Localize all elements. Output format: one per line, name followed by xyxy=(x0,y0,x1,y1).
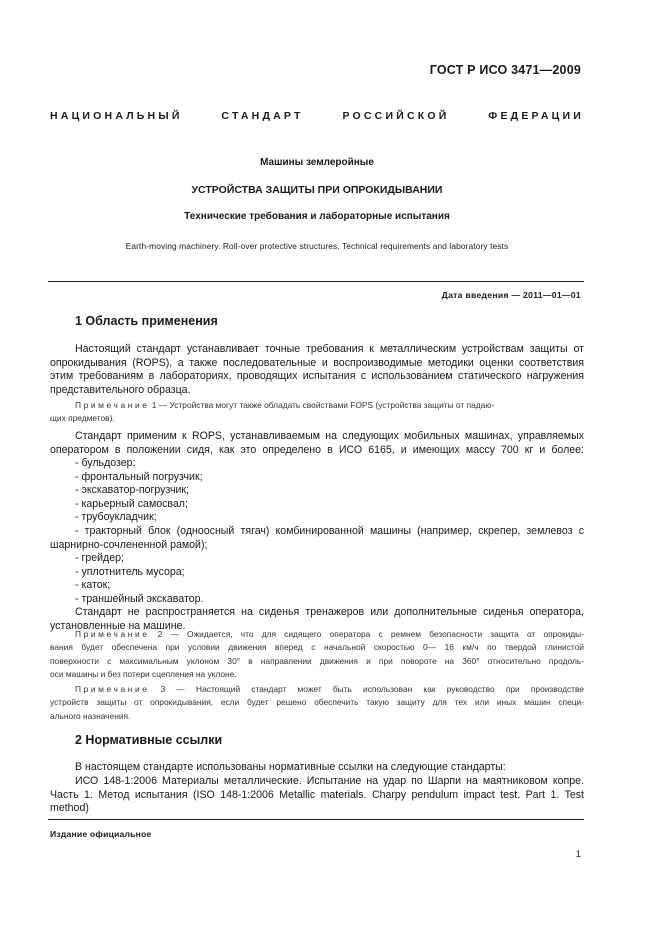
text-line: опрокидывания (ROPS), а также последовательные и воспроизводимые методики оценки соответствия xyxy=(50,356,584,369)
text-line xyxy=(50,399,584,412)
title-line-2: УСТРОЙСТВА ЗАЩИТЫ ПРИ ОПРОКИДЫВАНИИ xyxy=(191,184,443,196)
list-item: - трубоукладчик; xyxy=(75,511,157,524)
text-line: оператором в положении сидя, как это определено в ИСО 6165, и имеющих массу 700 кг и более: xyxy=(50,443,584,456)
official-edition-label: Издание официальное xyxy=(50,829,152,839)
note-text: 1 — Устройства могут также обладать свойствами FOPS (устройства защиты от падаю- xyxy=(149,400,495,410)
note-3 xyxy=(50,683,584,723)
banner-word: ФЕДЕРАЦИИ xyxy=(488,110,584,122)
text-line: устройств защиты от опрокидывания, если будет решено обеспечить такую защиту для тех или иных машин специ- xyxy=(50,697,584,708)
list-item: - экскаватор-погрузчик; xyxy=(75,484,189,497)
list-item: - каток; xyxy=(75,579,111,592)
text-line: Настоящий стандарт устанавливает точные требования к металлическим устройствам защиты от xyxy=(75,343,584,355)
banner-word: РОССИЙСКОЙ xyxy=(342,110,450,122)
machine-list xyxy=(50,457,584,607)
note-2 xyxy=(50,628,584,682)
note-text: 2 — Ожидается, что для сидящего оператора с ремнем безопасности защита от опрокиды- xyxy=(149,629,584,639)
text-line: установленные на машине. xyxy=(50,619,186,632)
list-item: - грейдер; xyxy=(75,552,124,565)
text-line: представительного образца. xyxy=(50,383,191,396)
note-label: Примечание xyxy=(75,684,150,694)
banner-word: СТАНДАРТ xyxy=(221,110,304,122)
text-line: щих предметов). xyxy=(50,413,115,424)
text-line: Стандарт не распространяется на сиденья тренажеров или дополнительные сиденья оператора, xyxy=(75,606,584,618)
text-line: method) xyxy=(50,802,89,815)
section-1-paragraph-1 xyxy=(50,343,584,397)
text-line: В настоящем стандарте использованы нормативные ссылки на следующие стандарты: xyxy=(75,761,506,773)
section-2-paragraph-1 xyxy=(50,761,584,775)
text-line: поверхности с максимальным уклоном 30° в направлении движения и при повороте на 360° относительно продоль- xyxy=(50,655,584,666)
note-label: Примечание xyxy=(75,629,150,639)
text-line xyxy=(50,683,584,696)
note-label: Примечание xyxy=(75,400,150,410)
section-1-heading: 1 Область применения xyxy=(75,314,218,328)
introduction-date: Дата введения — 2011—01—01 xyxy=(441,290,581,300)
document-number: ГОСТ Р ИСО 3471—2009 xyxy=(429,63,581,77)
list-item: - бульдозер; xyxy=(75,457,136,469)
list-item: - тракторный блок (одноосный тягач) комбинированной машины (например, скрепер, землевоз с xyxy=(75,524,584,537)
title-line-3: Технические требования и лабораторные испытания xyxy=(184,211,450,222)
note-1 xyxy=(50,399,584,426)
list-item: - карьерный самосвал; xyxy=(75,497,188,510)
list-item: - фронтальный погрузчик; xyxy=(75,470,203,483)
text-line xyxy=(50,628,584,641)
text-line: ального назначения. xyxy=(50,710,131,721)
text-line: ИСО 148-1:2006 Материалы металлические. Испытание на удар по Шарпи на маятниковом копре. xyxy=(75,775,584,787)
text-line: вания будет обеспечена при условии движения вперед с начальной скоростью 0— 16 км/ч по твердой глинистой xyxy=(50,642,584,653)
text-line: Часть 1. Метод испытания (ISO 148-1:2006 Metallic materials. Charpy pendulum impact test. Part 1. Test xyxy=(50,788,584,801)
text-line: этим требованиям в лабораториях, проводящих испытания с использованием статического нагружения xyxy=(50,370,584,383)
list-item: - траншейный экскаватор. xyxy=(75,592,204,605)
list-item: - уплотнитель мусора; xyxy=(75,565,185,578)
footer-divider xyxy=(48,819,584,820)
list-item: шарнирно-сочлененной рамой); xyxy=(50,538,208,551)
section-2-paragraph-2 xyxy=(50,775,584,816)
note-text: 3 — Настоящий стандарт может быть использован как руководство при производстве xyxy=(149,684,584,694)
text-line: Стандарт применим к ROPS, устанавливаемым на следующих мобильных машинах, управляемых xyxy=(75,430,584,442)
section-1-paragraph-2 xyxy=(50,430,584,457)
national-standard-banner xyxy=(50,110,584,122)
page-number: 1 xyxy=(575,849,581,860)
top-divider xyxy=(48,281,584,282)
english-title: Earth-moving machinery. Roll-over protective structures. Technical requirements and laboratory tests xyxy=(125,241,509,251)
section-2-heading: 2 Нормативные ссылки xyxy=(75,733,223,747)
title-line-1: Машины землеройные xyxy=(260,157,374,168)
banner-word: НАЦИОНАЛЬНЫЙ xyxy=(50,110,183,122)
text-line: оси машины и без потери сцепления на уклоне. xyxy=(50,669,237,680)
